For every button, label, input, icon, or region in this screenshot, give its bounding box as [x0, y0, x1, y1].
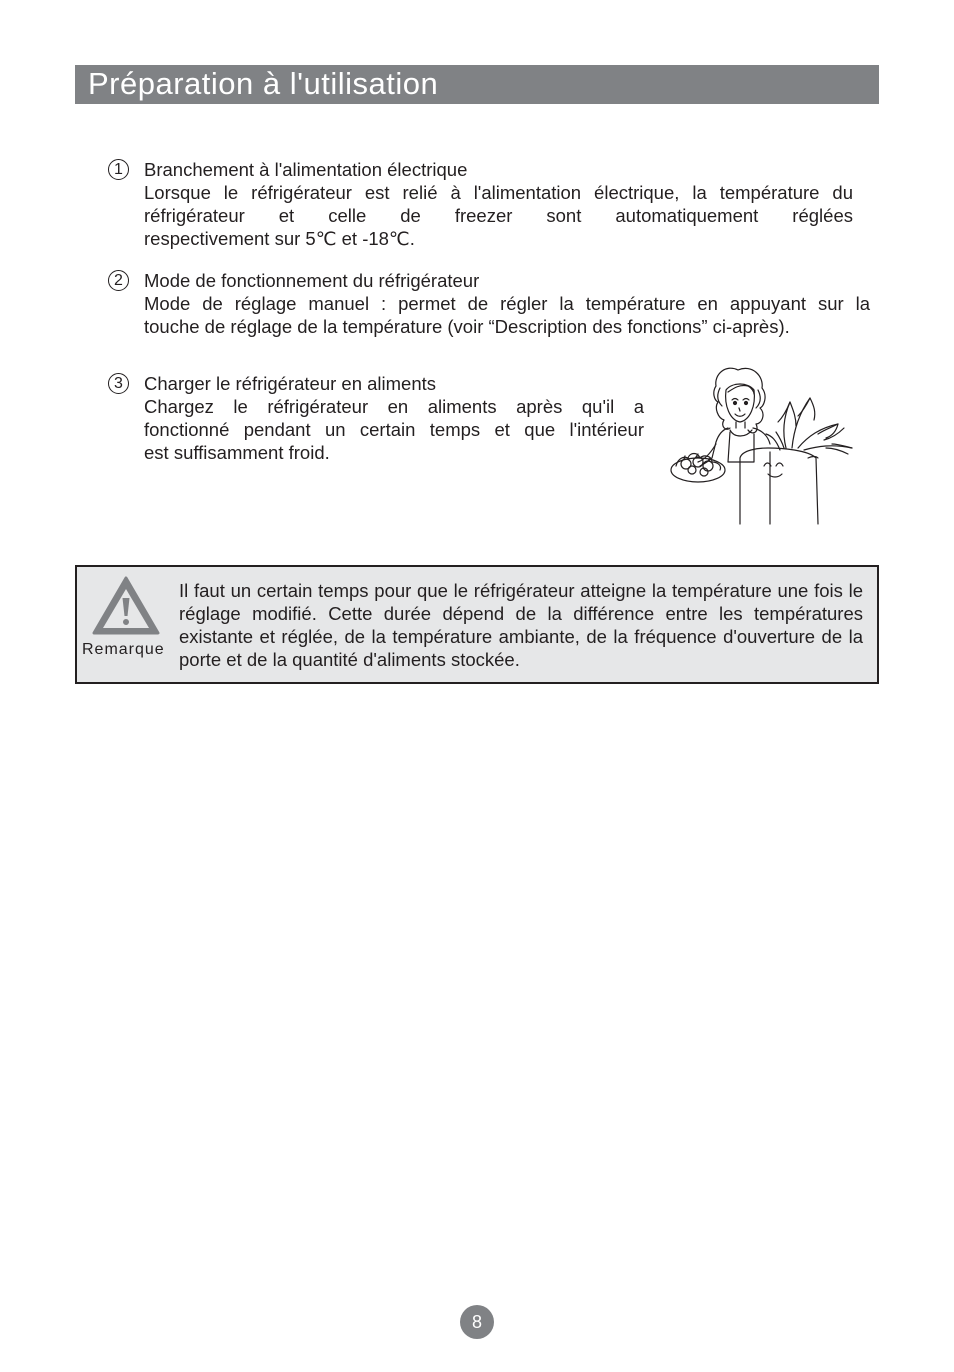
- note-box: [75, 565, 879, 684]
- section-number: 3: [108, 373, 129, 394]
- section-line: fonctionné pendant un certain temps et que l'intérieur: [144, 419, 644, 440]
- warning-icon: [91, 575, 161, 637]
- page-title: Préparation à l'utilisation: [75, 65, 879, 104]
- note-label: Remarque: [82, 641, 165, 658]
- section-heading: Charger le réfrigérateur en aliments: [144, 373, 437, 394]
- section-line: respectivement sur 5℃ et -18℃.: [144, 228, 415, 249]
- section-line: touche de réglage de la température (voir “Description des fonctions” ci-après).: [144, 316, 790, 337]
- section-line: réfrigérateur et celle de freezer sont automatiquement réglées: [144, 205, 853, 226]
- page-number: 8: [460, 1305, 494, 1339]
- note-text: Il faut un certain temps pour que le réfrigérateur atteigne la température une fois le réglage modifié. Cette durée dépend de la différence entre les températures existante et réglée, de la température ambiante, de la fréquence d'ouverture de la porte et de la quantité d'aliments stockée.: [179, 580, 863, 670]
- section-number: 2: [108, 270, 129, 291]
- section-line: Lorsque le réfrigérateur est relié à l'alimentation électrique, la température du: [144, 182, 853, 203]
- section-line: est suffisamment froid.: [144, 442, 330, 463]
- section-line: Mode de réglage manuel : permet de régler la température en appuyant sur la: [144, 293, 870, 314]
- section-line: Chargez le réfrigérateur en aliments après qu'il a: [144, 396, 644, 417]
- woman-with-food-and-fridge-illustration: [668, 362, 860, 528]
- section-heading: Branchement à l'alimentation électrique: [144, 159, 468, 180]
- section-heading: Mode de fonctionnement du réfrigérateur: [144, 270, 480, 291]
- section-number: 1: [108, 159, 129, 180]
